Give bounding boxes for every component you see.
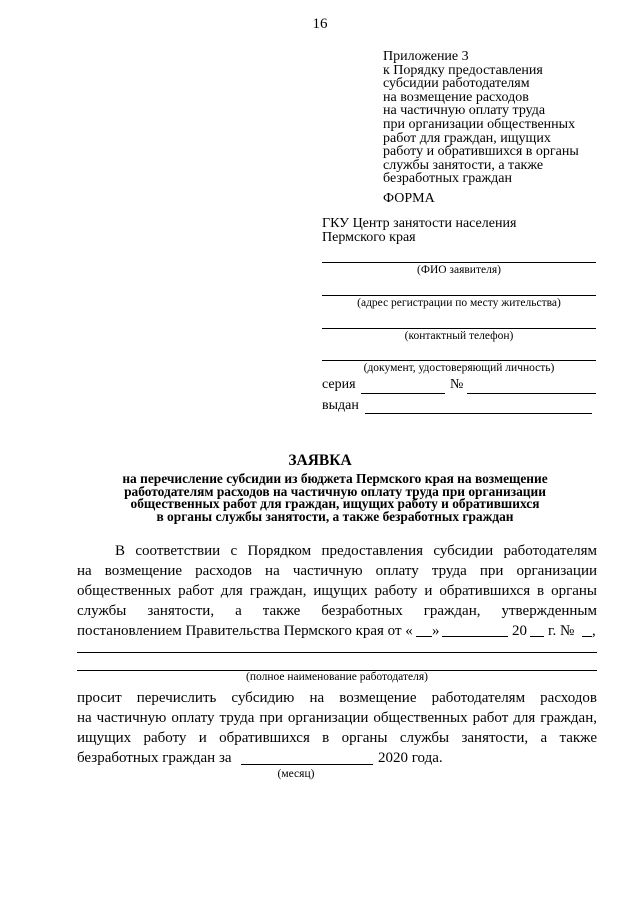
appendix-line: при организации общественных: [383, 116, 576, 132]
appendix-line: службы занятости, а также: [383, 157, 544, 173]
report-month-blank: [241, 764, 373, 765]
appendix-reference: [383, 50, 579, 186]
subtitle-line: в органы службы занятости, а также безработных граждан: [156, 508, 514, 524]
fio-caption: (ФИО заявителя): [417, 264, 501, 276]
employer-caption: (полное наименование работодателя): [246, 671, 428, 683]
appendix-line: работ для граждан, ищущих: [383, 130, 551, 146]
fio-line: [322, 262, 596, 263]
phone-line: [322, 328, 596, 329]
page-number: 16: [312, 16, 328, 32]
body-line: общественных работ для граждан, ищущих работу и обратившихся в органы: [77, 583, 597, 599]
document-caption: (документ, удостоверяющий личность): [363, 362, 555, 374]
month-blank: [442, 636, 508, 637]
document-subtitle: [70, 473, 600, 523]
series-line: [361, 393, 445, 394]
addressee-line: ГКУ Центр занятости населения: [322, 216, 517, 231]
appendix-line: безработных граждан: [383, 171, 512, 187]
address-caption: (адрес регистрации по месту жительства): [357, 297, 561, 309]
issued-line: [365, 413, 592, 414]
subtitle-line: общественных работ для граждан, ищущих работу и обратившихся: [130, 496, 540, 511]
year-blank: [530, 636, 544, 637]
body-line: на возмещение расходов на частичную оплату труда при организации: [77, 563, 597, 579]
body-line: В соответствии с Порядком предоставления субсидии работодателям: [115, 543, 597, 559]
appendix-line: субсидии работодателям: [383, 76, 530, 92]
series-label: серия: [322, 377, 356, 392]
address-line: [322, 295, 596, 296]
body-line: на частичную оплату труда при организации общественных работ для граждан,: [77, 710, 597, 726]
body-line: постановлением Правительства Пермского края от «: [77, 623, 413, 639]
month-caption: (месяц): [277, 768, 315, 780]
body-line: безработных граждан за: [77, 750, 232, 766]
appendix-line: к Порядку предоставления: [383, 62, 543, 78]
number-prefix: г. №: [548, 623, 575, 639]
subtitle-line: работодателям расходов на частичную оплату труда при организации: [124, 483, 546, 499]
appendix-line: на возмещение расходов: [383, 89, 529, 105]
subtitle-line: на перечисление субсидии из бюджета Пермского края на возмещение: [122, 471, 548, 486]
body-line: службы занятости, а также безработных граждан, утвержденным: [77, 603, 597, 619]
phone-caption: (контактный телефон): [404, 330, 514, 342]
appendix-line: Приложение 3: [383, 49, 469, 64]
document-title: ЗАЯВКА: [288, 452, 352, 469]
number-label: №: [450, 377, 464, 392]
number-line: [467, 393, 596, 394]
issued-label: выдан: [322, 398, 359, 413]
day-blank: [416, 636, 432, 637]
body-line: просит перечислить субсидию на возмещение работодателям расходов: [77, 690, 597, 706]
decree-number-blank: [582, 636, 592, 637]
addressee: [322, 217, 516, 245]
year-prefix: 20: [512, 623, 527, 639]
comma: ,: [592, 623, 596, 639]
quote-close: »: [432, 623, 440, 639]
addressee-line: Пермского края: [322, 230, 416, 245]
appendix-line: на частичную оплату труда: [383, 103, 546, 119]
appendix-line: работу и обратившихся в органы: [383, 144, 579, 160]
body-line: 2020 года.: [378, 750, 443, 766]
body-line: ищущих работу и обратившихся в органы службы занятости, а также: [77, 730, 597, 746]
employer-line-1: [77, 652, 597, 653]
form-label: ФОРМА: [383, 191, 435, 206]
document-line: [322, 360, 596, 361]
